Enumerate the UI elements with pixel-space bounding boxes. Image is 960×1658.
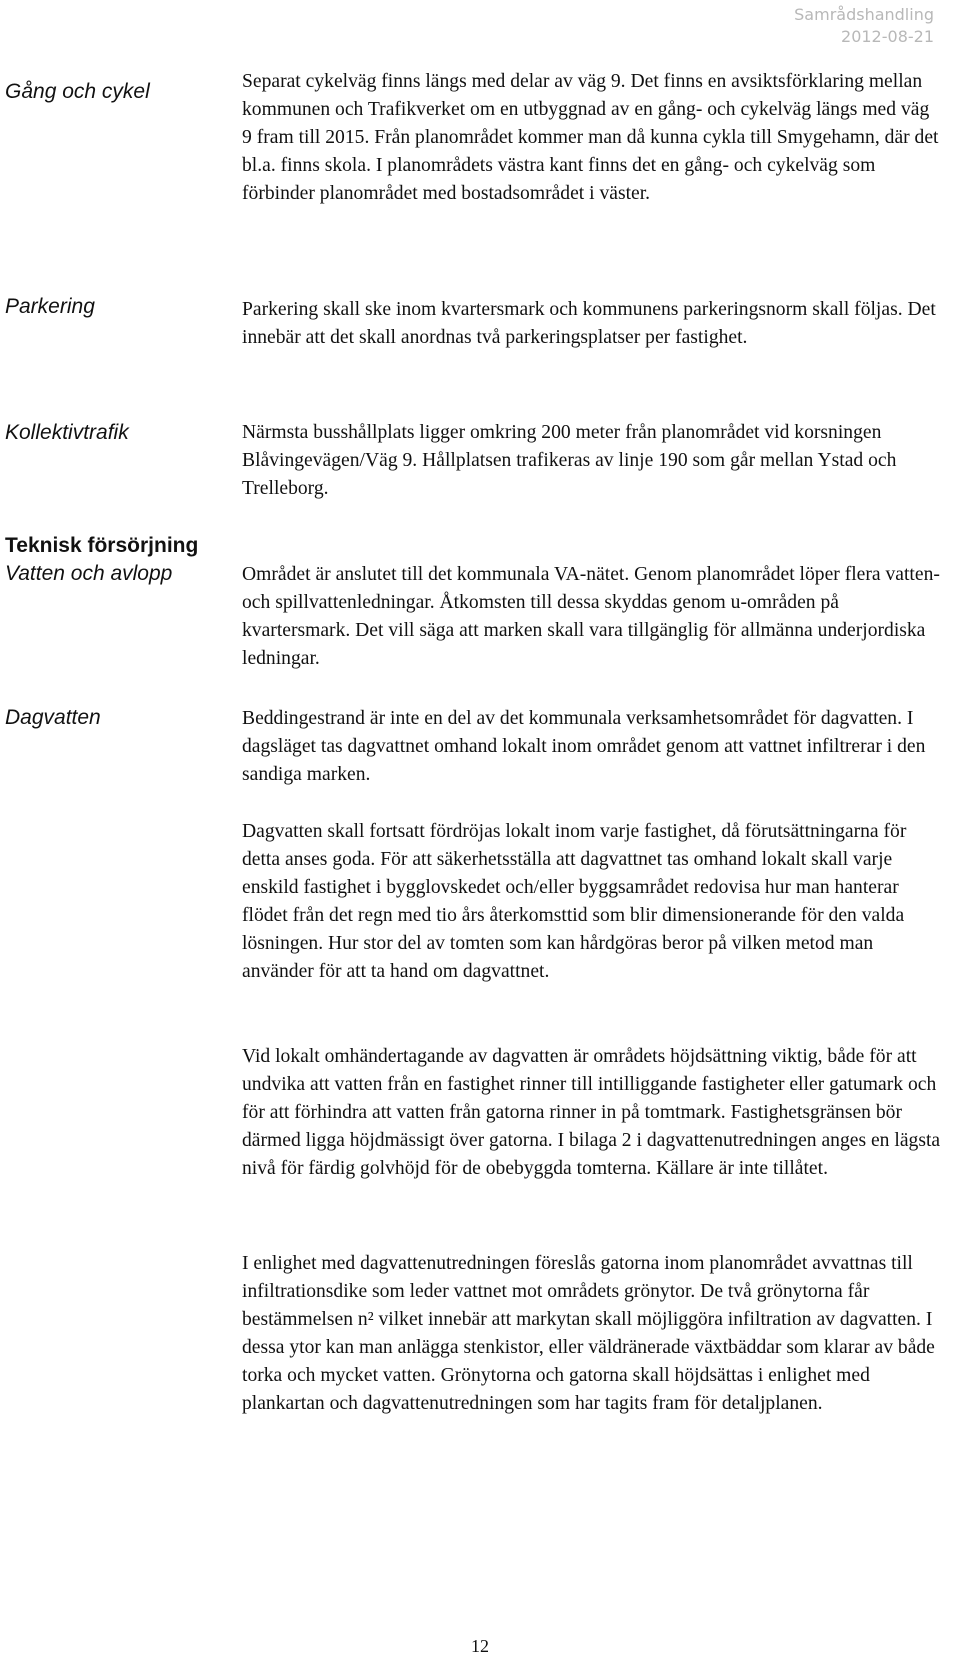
section-text-gang-cykel: Separat cykelväg finns längs med delar av väg 9. Det finns en avsiktsförklaring mellan kommunen och Trafikverket om en utbyggnad av en gång- och cykelväg längs med väg 9 fram till 2015. Från planområdet kommer man då kunna cykla till Smygehamn, där det bl.a. finns skola. I planområdets västra kant finns det en gång- och cykelväg som förbinder planområdet med bostadsområdet i väster. <box>242 71 939 204</box>
section-text-vatten-avlopp: Området är anslutet till det kommunala VA-nätet. Genom planområdet löper flera vatten- och spillvattenledningar. Åtkomsten till dessa skyddas genom u-områden på kvartersmark. Det vill säga att marken skall vara tillgänglig för allmänna underjordiska ledningar. <box>242 564 940 669</box>
section-label-parkering: Parkering <box>5 295 95 318</box>
section-heading-teknisk-forsorjning: Teknisk försörjning <box>5 534 199 557</box>
section-label-vatten-avlopp: Vatten och avlopp <box>5 562 173 585</box>
dagvatten-paragraph: Dagvatten skall fortsatt fördröjas lokalt inom varje fastighet, då förutsättningarna för detta anses goda. För att säkerhetsställa att dagvattnet tas omhand lokalt skall varje enskild fastighet i bygglovskedet och/eller byggsamrådet redovisa hur man hanterar flödet från det regn med tio års återkomsttid som blir dimensionerande för den valda lösningen. Hur stor del av tomten som kan hårdgöras beror på vilken metod man använder för att ta hand om dagvattnet. <box>242 821 907 982</box>
document-date: 2012-08-21 <box>841 27 934 46</box>
section-label-dagvatten: Dagvatten <box>5 706 101 729</box>
dagvatten-paragraph: I enlighet med dagvattenutredningen föreslås gatorna inom planområdet avvattnas till infiltrationsdike som leder vattnet mot områdets grönytor. De två grönytorna får bestämmelsen n² vilket innebär att markytan skall möjliggöra infiltration av dagvatten. I dessa ytor kan man anlägga stenkistor, eller väldränerade växtbäddar som klarar av både torka och mycket vatten. Grönytorna och gatorna skall höjdsättas i enlighet med plankartan och dagvattenutredningen som har tagits fram för detaljplanen. <box>242 1253 935 1414</box>
section-label-kollektivtrafik: Kollektivtrafik <box>5 421 129 444</box>
section-text-kollektivtrafik: Närmsta busshållplats ligger omkring 200 meter från planområdet vid korsningen Blåvingevägen/Väg 9. Hållplatsen trafikeras av linje 190 som går mellan Ystad och Trelleborg. <box>242 422 897 499</box>
section-label-gang-cykel: Gång och cykel <box>5 80 150 103</box>
dagvatten-paragraph: Beddingestrand är inte en del av det kommunala verksamhetsområdet för dagvatten. I dagsläget tas dagvattnet omhand lokalt inom området genom att vattnet infiltrerar i den sandiga marken. <box>242 708 926 785</box>
page-number: 12 <box>471 1636 489 1656</box>
dagvatten-paragraph: Vid lokalt omhändertagande av dagvatten är områdets höjdsättning viktig, både för att undvika att vatten från en fastighet rinner till intilliggande fastigheter eller gatumark och för att förhindra att vatten från gatorna rinner in på tomtmark. Fastighetsgränsen bör därmed ligga höjdmässigt över gatorna. I bilaga 2 i dagvattenutredningen anges en lägsta nivå för färdig golvhöjd för de obebyggda tomterna. Källare är inte tillåtet. <box>242 1046 941 1179</box>
document-status: Samrådshandling <box>794 5 934 24</box>
document-header <box>794 4 934 48</box>
section-text-parkering: Parkering skall ske inom kvartersmark och kommunens parkeringsnorm skall följas. Det innebär att det skall anordnas två parkeringsplatser per fastighet. <box>242 299 936 348</box>
